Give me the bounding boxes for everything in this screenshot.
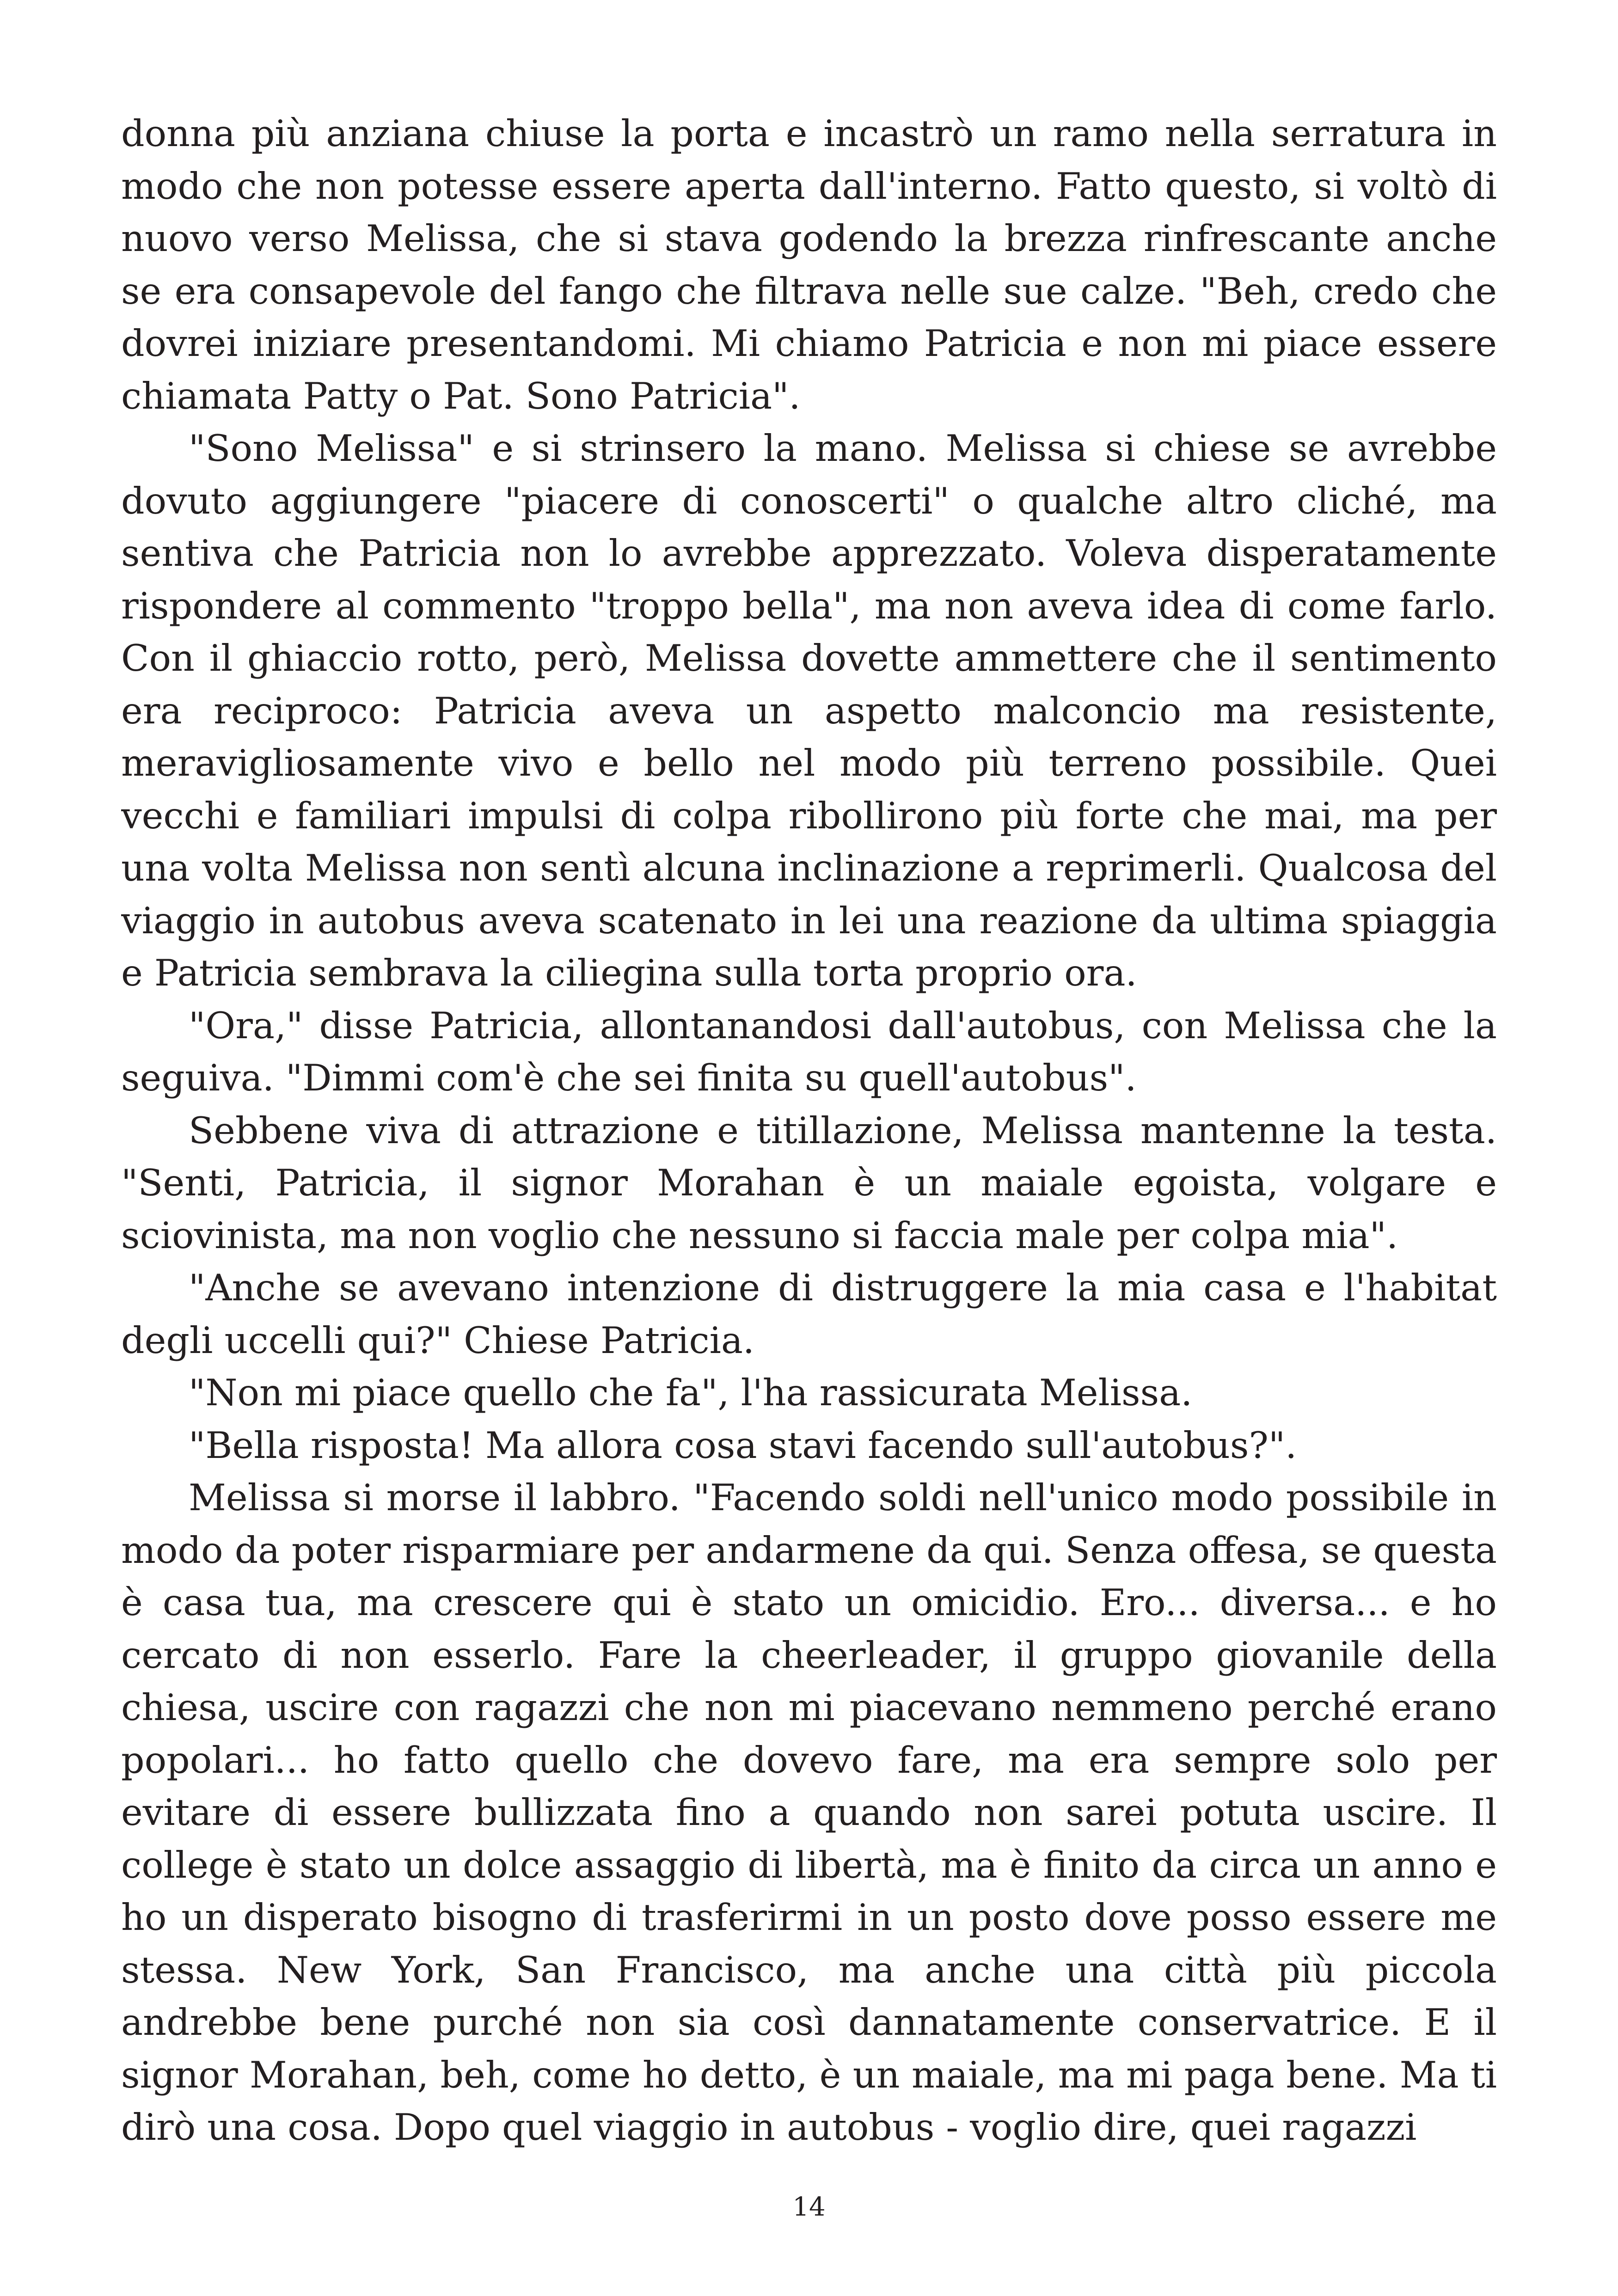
page-number: 14: [792, 2192, 826, 2222]
paragraph-3: "Ora," disse Patricia, allontanandosi dall'autobus, con Melissa che la seguiva. "Dimmi com'è che sei finita su quell'autobus".: [121, 1004, 1497, 1099]
body-text: [121, 108, 1497, 2154]
paragraph-1: donna più anziana chiuse la porta e incastrò un ramo nella serratura in modo che non potesse essere aperta dall'interno. Fatto questo, si voltò di nuovo verso Melissa, che si stava godendo la brezza rinfrescante anche se era consapevole del fango che filtrava nelle sue calze. "Beh, credo che dovrei iniziare presentandomi. Mi chiamo Patricia e non mi piace essere chiamata Patty o Pat. Sono Patricia".: [121, 112, 1497, 417]
paragraph-4: Sebbene viva di attrazione e titillazione, Melissa mantenne la testa. "Senti, Patricia, il signor Morahan è un maiale egoista, volgare e sciovinista, ma non voglio che nessuno si faccia male per colpa mia".: [121, 1109, 1497, 1257]
page-text-area: [121, 108, 1497, 2169]
paragraph-5: "Anche se avevano intenzione di distruggere la mia casa e l'habitat degli uccelli qui?" Chiese Patricia.: [121, 1267, 1497, 1362]
paragraph-8: Melissa si morse il labbro. "Facendo soldi nell'unico modo possibile in modo da poter risparmiare per andarmene da qui. Senza offesa, se questa è casa tua, ma crescere qui è stato un omicidio. Ero... diversa... e ho cercato di non esserlo. Fare la cheerleader, il gruppo giovanile della chiesa, uscire con ragazzi che non mi piacevano nemmeno perché erano popolari... ho fatto quello che dovevo fare, ma era sempre solo per evitare di essere bullizzata fino a quando non sarei potuta uscire. Il college è stato un dolce assaggio di libertà, ma è finito da circa un anno e ho un disperato bisogno di trasferirmi in un posto dove posso essere me stessa. New York, San Francisco, ma anche una città più piccola andrebbe bene purché non sia così dannatamente conservatrice. E il signor Morahan, beh, come ho detto, è un maiale, ma mi paga bene. Ma ti dirò una cosa. Dopo quel viaggio in autobus - voglio dire, quei ragazzi: [121, 1476, 1497, 2149]
paragraph-6: "Non mi piace quello che fa", l'ha rassicurata Melissa.: [189, 1371, 1193, 1414]
paragraph-7: "Bella risposta! Ma allora cosa stavi facendo sull'autobus?".: [189, 1424, 1297, 1467]
paragraph-2: "Sono Melissa" e si strinsero la mano. Melissa si chiese se avrebbe dovuto aggiungere "piacere di conoscerti" o qualche altro cliché, ma sentiva che Patricia non lo avrebbe apprezzato. Voleva disperatamente rispondere al commento "troppo bella", ma non aveva idea di come farlo. Con il ghiaccio rotto, però, Melissa dovette ammettere che il sentimento era reciproco: Patricia aveva un aspetto malconcio ma resistente, meravigliosamente vivo e bello nel modo più terreno possibile. Quei vecchi e familiari impulsi di colpa ribollirono più forte che mai, ma per una volta Melissa non sentì alcuna inclinazione a reprimerli. Qualcosa del viaggio in autobus aveva scatenato in lei una reazione da ultima spiaggia e Patricia sembrava la ciliegina sulla torta proprio ora.: [121, 427, 1497, 994]
